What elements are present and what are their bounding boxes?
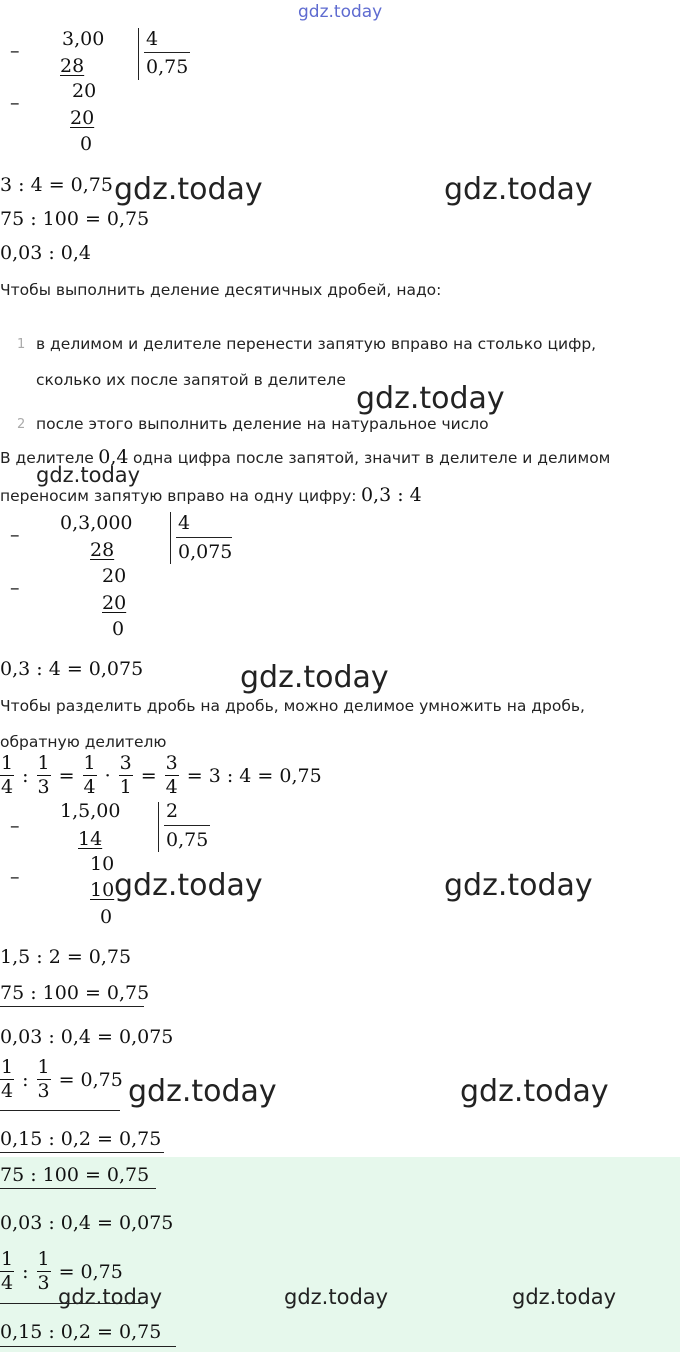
explanation-line: переносим запятую вправо на одну цифру: 0,3 : 4 bbox=[0, 484, 422, 506]
remainder: 20 bbox=[72, 80, 97, 102]
fraction-equation: $\frac{1}{4}$ : $\frac{1}{3}$ = 0,75 bbox=[1, 1056, 123, 1102]
rule-intro: Чтобы выполнить деление десятичных дробей, надо: bbox=[0, 281, 442, 299]
quotient: 0,75 bbox=[146, 56, 189, 78]
equation: 0,03 : 0,4 bbox=[0, 242, 92, 264]
underline bbox=[0, 1110, 120, 1111]
answer-fraction-equation: $\frac{1}{4}$ : $\frac{1}{3}$ = 0,75 bbox=[1, 1248, 123, 1294]
list-number: 1 bbox=[17, 337, 26, 352]
explanation-line: В делителе 0,4 одна цифра после запятой, значит в делителе и делимом bbox=[0, 446, 611, 468]
dividend: 3,00 bbox=[62, 28, 105, 50]
quotient-line bbox=[164, 825, 210, 826]
answer-equation: 0,03 : 0,4 = 0,075 bbox=[0, 1212, 174, 1234]
division-bar bbox=[158, 802, 159, 852]
minus-sign: – bbox=[10, 815, 20, 837]
watermark: gdz.today bbox=[240, 660, 389, 695]
equation: 75 : 100 = 0,75 bbox=[0, 208, 150, 230]
watermark-top: gdz.today bbox=[298, 2, 383, 22]
subtrahend: 20 bbox=[70, 107, 95, 129]
watermark: gdz.today bbox=[114, 172, 263, 207]
answer-equation: 0,15 : 0,2 = 0,75 bbox=[0, 1321, 162, 1343]
equation: 0,03 : 0,4 = 0,075 bbox=[0, 1026, 174, 1048]
divisor: 4 bbox=[146, 28, 159, 50]
equation: 75 : 100 = 0,75 bbox=[0, 982, 150, 1004]
subtrahend: 14 bbox=[78, 828, 103, 850]
fraction-equation: $\frac{1}{4}$ : $\frac{1}{3}$ = $\frac{1}{4}$ · $\frac{3}{1}$ = $\frac{3}{4}$ = 3 : 4 = 0,75 bbox=[1, 752, 322, 798]
watermark: gdz.today bbox=[284, 1285, 389, 1309]
quotient: 0,75 bbox=[166, 829, 209, 851]
dividend: 0,3,000 bbox=[60, 512, 133, 534]
underline bbox=[0, 1006, 144, 1007]
quotient-line bbox=[144, 52, 190, 53]
division-bar bbox=[138, 28, 139, 80]
watermark: gdz.today bbox=[114, 868, 263, 903]
quotient-line bbox=[176, 537, 232, 538]
division-bar bbox=[170, 512, 171, 564]
dividend: 1,5,00 bbox=[60, 800, 121, 822]
remainder-final: 0 bbox=[100, 906, 113, 928]
list-number: 2 bbox=[17, 417, 26, 432]
watermark: gdz.today bbox=[444, 172, 593, 207]
subtrahend: 28 bbox=[90, 539, 115, 561]
remainder-final: 0 bbox=[80, 133, 93, 155]
list-item: после этого выполнить деление на натуральное число bbox=[36, 415, 489, 433]
remainder: 10 bbox=[90, 853, 115, 875]
watermark: gdz.today bbox=[512, 1285, 617, 1309]
watermark: gdz.today bbox=[36, 463, 141, 487]
watermark: gdz.today bbox=[460, 1074, 609, 1109]
quotient: 0,075 bbox=[178, 541, 233, 563]
equation: 1,5 : 2 = 0,75 bbox=[0, 946, 132, 968]
minus-sign: – bbox=[10, 40, 20, 62]
rule-text: Чтобы разделить дробь на дробь, можно делимое умножить на дробь, bbox=[0, 697, 585, 715]
underline bbox=[0, 1346, 176, 1347]
list-item-continued: сколько их после запятой в делителе bbox=[36, 371, 346, 389]
equation: 0,15 : 0,2 = 0,75 bbox=[0, 1128, 162, 1150]
watermark: gdz.today bbox=[444, 868, 593, 903]
minus-sign: – bbox=[10, 577, 20, 599]
minus-sign: – bbox=[10, 524, 20, 546]
subtrahend: 28 bbox=[60, 55, 85, 77]
equation: 3 : 4 = 0,75 bbox=[0, 174, 113, 196]
remainder-final: 0 bbox=[112, 618, 125, 640]
watermark: gdz.today bbox=[128, 1074, 277, 1109]
answer-equation: 75 : 100 = 0,75 bbox=[0, 1164, 150, 1186]
equation: 0,3 : 4 = 0,075 bbox=[0, 658, 144, 680]
underline bbox=[0, 1188, 156, 1189]
watermark: gdz.today bbox=[58, 1285, 163, 1309]
remainder: 20 bbox=[102, 565, 127, 587]
underline bbox=[0, 1152, 164, 1153]
list-item: в делимом и делителе перенести запятую вправо на столько цифр, bbox=[36, 335, 597, 353]
divisor: 4 bbox=[178, 512, 191, 534]
rule-text: обратную делителю bbox=[0, 733, 167, 751]
minus-sign: – bbox=[10, 92, 20, 114]
minus-sign: – bbox=[10, 866, 20, 888]
subtrahend: 10 bbox=[90, 879, 115, 901]
watermark: gdz.today bbox=[356, 381, 505, 416]
subtrahend: 20 bbox=[102, 592, 127, 614]
divisor: 2 bbox=[166, 800, 179, 822]
